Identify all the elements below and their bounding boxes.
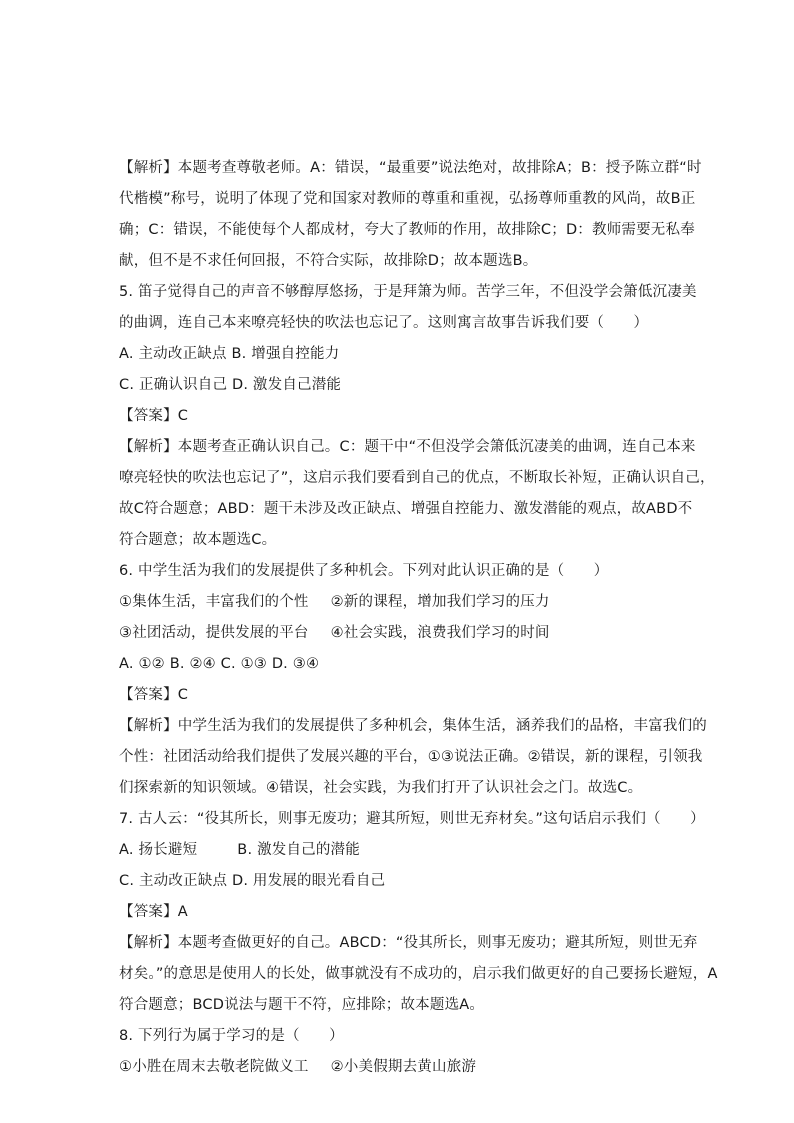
q5-analysis-line-1: 【解析】本题考查正确认识自己。C：题干中“不但没学会箫低沉凄美的曲调，连自己本来 — [119, 439, 696, 455]
q6-items-row-1 — [119, 592, 689, 612]
q5-answer: 【答案】C — [119, 408, 189, 424]
q5-stem-line-2: 的曲调，连自己本来嘹亮轻快的吹法也忘记了。这则寓言故事告诉我们要（ ） — [119, 315, 649, 331]
q8-items-row-1 — [119, 1057, 689, 1077]
q6-analysis-line-3: 们探索新的知识领域。④错误，社会实践，为我们打开了认识社会之门。故选C。 — [119, 780, 643, 796]
q6-item-2: ②新的课程，增加我们学习的压力 — [330, 594, 550, 610]
q5-options-row-1: A. 主动改正缺点 B. 增强自控能力 — [119, 346, 340, 362]
q8-item-1: ①小胜在周末去敬老院做义工 — [119, 1059, 309, 1075]
analysis-q4-line-2: 代楷模”称号，说明了体现了党和国家对教师的尊重和重视，弘扬尊师重教的风尚，故B正 — [119, 191, 696, 207]
q6-answer: 【答案】C — [119, 687, 189, 703]
q7-answer: 【答案】A — [119, 904, 188, 920]
analysis-q4-line-4: 献，但不是不求任何回报，不符合实际，故排除D；故本题选B。 — [119, 253, 538, 269]
analysis-q4-line-1: 【解析】本题考查尊敬老师。A：错误，“最重要”说法绝对，故排除A；B：授予陈立群“时 — [119, 160, 702, 176]
q6-analysis-line-2: 个性：社团活动给我们提供了发展兴趣的平台，①③说法正确。②错误，新的课程，引领我 — [119, 749, 703, 765]
q6-stem: 6. 中学生活为我们的发展提供了多种机会。下列对此认识正确的是（ ） — [119, 563, 609, 579]
q7-option-b: B. 激发自己的潜能 — [237, 842, 360, 858]
q7-analysis-line-2: 材矣。”的意思是使用人的长处，做事就没有不成功的，启示我们做更好的自己要扬长避短，A — [119, 966, 718, 982]
q5-stem-line-1: 5. 笛子觉得自己的声音不够醇厚悠扬，于是拜箫为师。苦学三年，不但没学会箫低沉凄美 — [119, 284, 697, 300]
q7-option-a: A. 扬长避短 — [119, 842, 198, 858]
q6-items-row-2 — [119, 623, 689, 643]
q8-stem: 8. 下列行为属于学习的是（ ） — [119, 1028, 344, 1044]
q6-item-4: ④社会实践，浪费我们学习的时间 — [330, 625, 550, 641]
q8-item-2: ②小美假期去黄山旅游 — [330, 1059, 477, 1075]
q7-stem: 7. 古人云：“役其所长，则事无废功；避其所短，则世无弃材矣。”这句话启示我们（ ） — [119, 811, 705, 827]
q5-analysis-line-4: 符合题意；故本题选C。 — [119, 532, 277, 548]
q5-options-row-2: C. 正确认识自己 D. 激发自己潜能 — [119, 377, 342, 393]
q5-analysis-line-3: 故C符合题意；ABD：题干未涉及改正缺点、增强自控能力、激发潜能的观点，故ABD不 — [119, 501, 693, 517]
q5-analysis-line-2: 嘹亮轻快的吹法也忘记了”，这启示我们要看到自己的优点，不断取长补短，正确认识自己， — [119, 470, 715, 486]
q6-item-3: ③社团活动，提供发展的平台 — [119, 625, 309, 641]
q7-options-row-1 — [119, 840, 689, 860]
q7-analysis-line-3: 符合题意；BCD说法与题干不符，应排除；故本题选A。 — [119, 997, 485, 1013]
q6-analysis-line-1: 【解析】中学生活为我们的发展提供了多种机会，集体生活，涵养我们的品格，丰富我们的 — [119, 718, 707, 734]
q6-item-1: ①集体生活，丰富我们的个性 — [119, 594, 309, 610]
q7-analysis-line-1: 【解析】本题考查做更好的自己。ABCD：“役其所长，则事无废功；避其所短，则世无弃 — [119, 935, 698, 951]
analysis-q4-line-3: 确；C：错误，不能使每个人都成材，夸大了教师的作用，故排除C；D：教师需要无私奉 — [119, 222, 695, 238]
q6-options: A. ①② B. ②④ C. ①③ D. ③④ — [119, 656, 320, 672]
q7-options-row-2: C. 主动改正缺点 D. 用发展的眼光看自己 — [119, 873, 386, 889]
